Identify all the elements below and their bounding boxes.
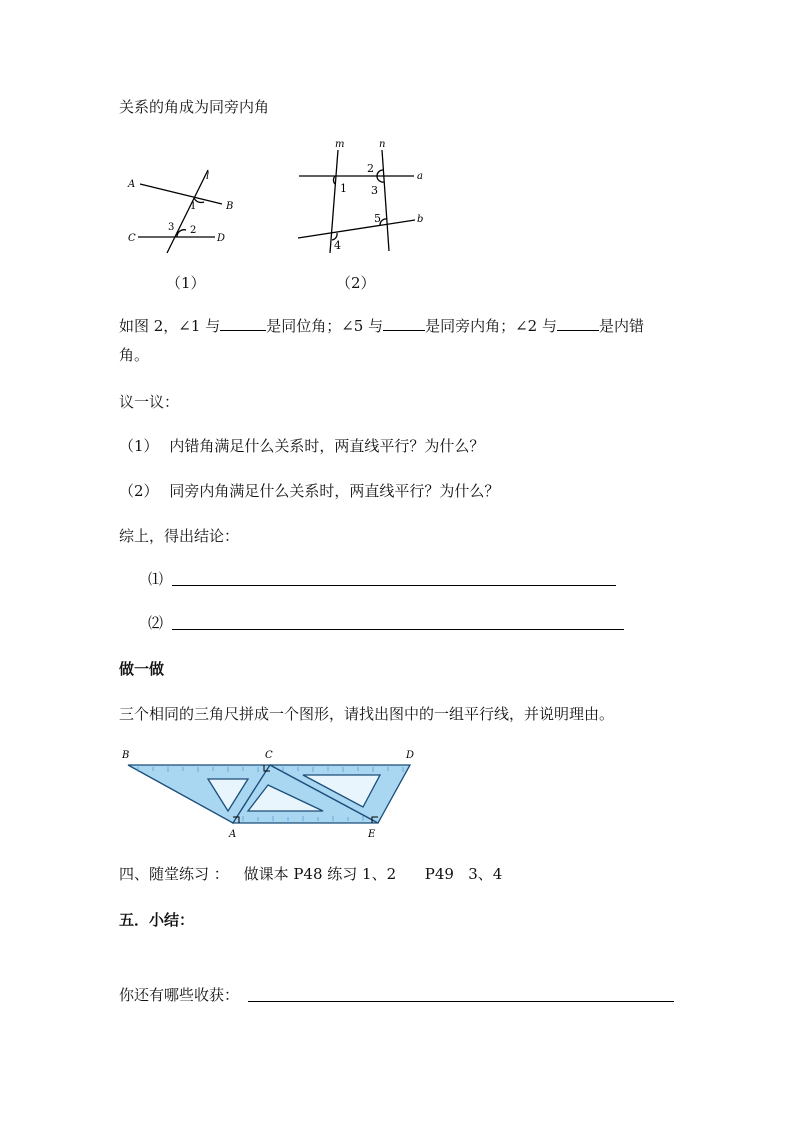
conclusion-item-1-number: ⑴: [148, 570, 164, 588]
label-C: C: [128, 233, 136, 244]
triangle-rulers-figure: [118, 745, 418, 840]
figure-2-caption: （2）: [336, 274, 376, 292]
discuss-heading: 议一议：: [119, 393, 180, 411]
fill-in-part-1: 如图 2，∠1 与: [119, 317, 221, 335]
fill-in-part-3: 是同旁内角；∠2 与: [425, 317, 557, 335]
fill-in-part-4: 是内错: [598, 317, 644, 335]
label-C: C: [265, 750, 273, 761]
line-n: [382, 150, 389, 251]
angle-label-1: 1: [340, 182, 347, 195]
label-B: B: [226, 201, 234, 212]
label-l: l: [206, 171, 210, 182]
angle-label-5: 5: [374, 212, 381, 225]
line-b: [298, 220, 415, 238]
label-E: E: [368, 829, 376, 840]
question-2-number: （2）: [119, 482, 159, 500]
answer-blank-1[interactable]: [220, 315, 266, 331]
label-A: A: [128, 179, 136, 190]
intro-line: 关系的角成为同旁内角: [119, 98, 270, 116]
angle-label-2: 2: [190, 225, 197, 236]
discuss-question-2: [119, 481, 499, 501]
question-1-number: （1）: [119, 437, 159, 455]
figure-1-diagram: [120, 160, 250, 260]
figure-2-diagram: [290, 135, 440, 260]
angle-label-3: 3: [168, 222, 175, 233]
angle-2-arc: [377, 170, 383, 176]
angle-label-1: 1: [190, 201, 197, 212]
label-n: n: [379, 139, 386, 150]
summary-heading: 五．小结：: [119, 911, 195, 929]
label-m: m: [335, 139, 345, 150]
discuss-question-1: [119, 436, 484, 456]
answer-blank-2[interactable]: [383, 315, 425, 331]
conclusion-item-2-number: ⑵: [148, 614, 164, 632]
summary-prompt: 你还有哪些收获：: [119, 986, 240, 1004]
line-ab: [140, 184, 222, 204]
transversal-l: [167, 170, 208, 253]
label-a: a: [417, 171, 423, 182]
fill-in-question: [119, 315, 644, 336]
angle-3-arc: [377, 176, 384, 182]
answer-blank-3[interactable]: [557, 315, 599, 331]
angle-label-4: 4: [334, 239, 341, 252]
question-2-text: 同旁内角满足什么关系时，两直线平行？为什么？: [169, 482, 500, 500]
do-it-heading: 做一做: [119, 660, 165, 678]
figure-1-caption: （1）: [166, 274, 206, 292]
label-B: B: [122, 750, 130, 761]
do-it-task: 三个相同的三角尺拼成一个图形，请找出图中的一组平行线，并说明理由。: [119, 705, 615, 723]
practice-line: [119, 864, 502, 884]
summary-answer-line[interactable]: [248, 1001, 674, 1002]
angle-label-3: 3: [371, 184, 378, 197]
line-m: [330, 150, 338, 253]
practice-content: 做课本 P48 练习 1、2 P49 3、4: [243, 865, 503, 883]
question-1-text: 内错角满足什么关系时，两直线平行？为什么？: [169, 437, 485, 455]
fill-in-part-2: 是同位角；∠5 与: [266, 317, 384, 335]
label-b: b: [417, 214, 424, 225]
angle-1-arc: [333, 176, 335, 184]
angle-label-2: 2: [367, 162, 374, 175]
conclusion-heading: 综上，得出结论：: [119, 527, 240, 545]
label-A: A: [229, 829, 237, 840]
conclusion-item-1: [148, 569, 163, 589]
conclusion-line-1[interactable]: [172, 585, 616, 586]
label-D: D: [217, 233, 226, 244]
label-D: D: [406, 750, 415, 761]
conclusion-line-2[interactable]: [172, 629, 624, 630]
practice-label: 四、随堂练习 ：: [119, 865, 229, 883]
conclusion-item-2: [148, 613, 163, 633]
fill-in-continuation: 角。: [119, 346, 150, 364]
